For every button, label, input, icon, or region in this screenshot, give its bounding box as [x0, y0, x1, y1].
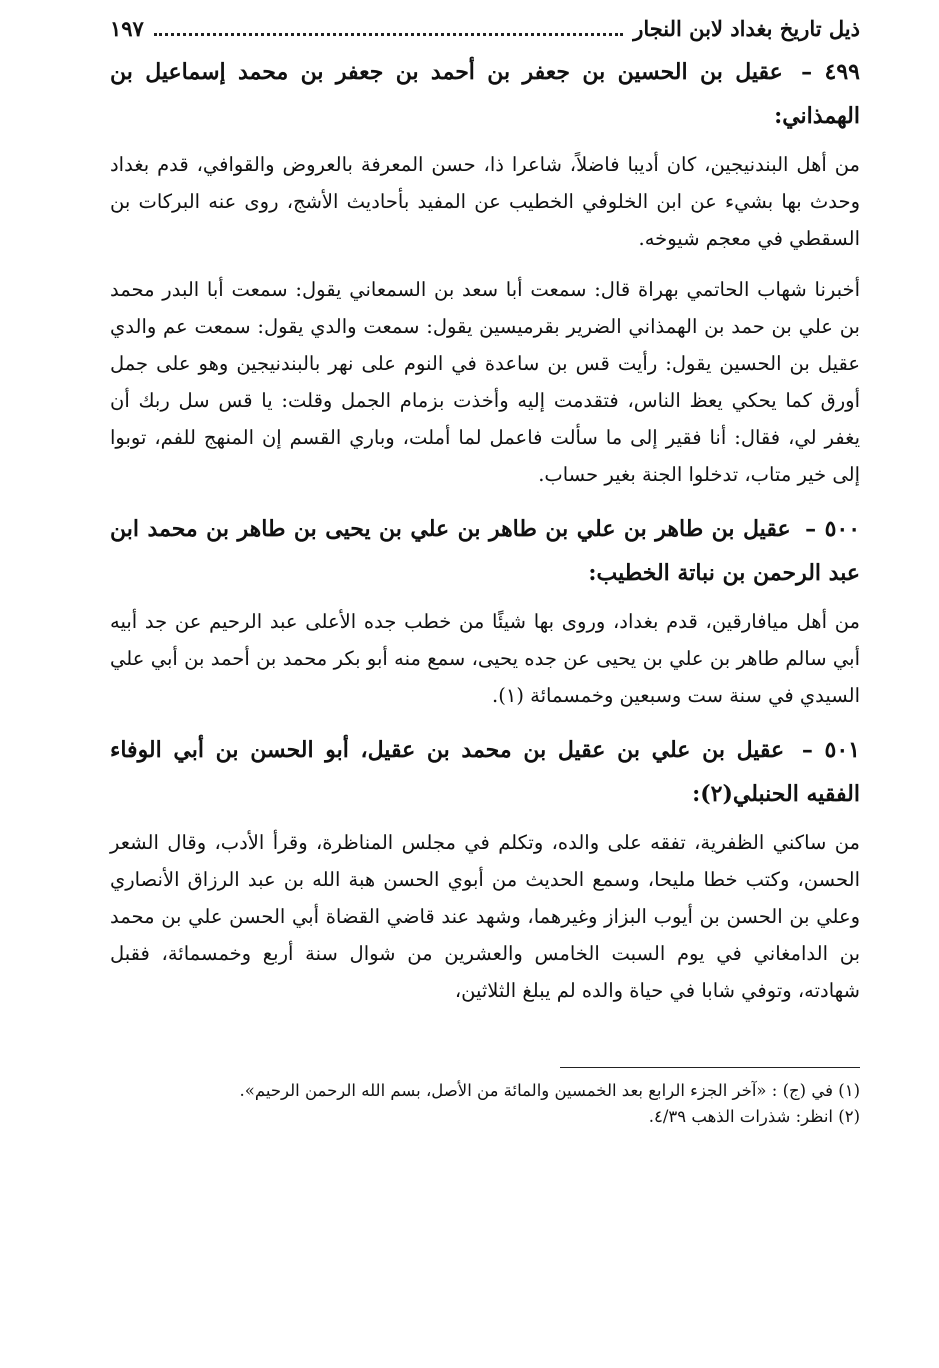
entry-number: ٤٩٩ –: [801, 59, 860, 85]
entry-title: عقيل بن علي بن عقيل بن محمد بن عقيل، أبو الحسن بن أبي الوفاء الفقيه الحنبلي(٢):: [110, 737, 860, 807]
dotted-leader: [154, 33, 623, 36]
entry-number: ٥٠٠ –: [805, 516, 861, 542]
book-title: ذيل تاريخ بغداد لابن النجار: [633, 16, 860, 41]
entry-paragraph: من أهل البندنيجين، كان أديبا فاضلاً، شاعرا ذا، حسن المعرفة بالعروض والقوافي، قدم بغداد وحدث بها بشيء عن ابن الخلوفي الخطيب عن المفيد بأحاديث الأشج، روى عنه البركات بن السقطي في معجم شيوخه.: [110, 153, 860, 250]
book-page: [110, 14, 860, 1130]
entry-paragraph: أخبرنا شهاب الحاتمي بهراة قال: سمعت أبا سعد بن السمعاني يقول: سمعت أبا البدر محمد بن علي بن حمد بن الهمذاني الضرير بقرميسين يقول: سمعت والدي يقول: سمعت عم والدي عقيل بن الحسين يقول: رأيت قس بن ساعدة في النوم على نهر بالبندنيجين وهو على جمل أورق كما يحكي يعظ الناس، فتقدمت إليه وأخذت بزمام الجمل وقلت: يا قس سل ربك أن يغفر لي، فقال: أنا فقير إلى ما سألت فاعمل لما أملت، وباري القسم إن المنهج للفم، توبوا إلى خير متاب، تدخلوا الجنة بغير حساب.: [110, 278, 860, 486]
entry-title: عقيل بن الحسين بن جعفر بن أحمد بن جعفر بن محمد إسماعيل بن الهمذاني:: [110, 59, 860, 129]
entry-paragraph: من أهل ميافارقين، قدم بغداد، وروى بها شيئًا من خطب جده الأعلى عبد الرحيم عن جد أبيه أبي سالم طاهر بن علي بن يحيى عن جده يحيى، سمع منه أبو بكر محمد بن أحمد بن أبي علي السيدي في سنة ست وسبعين وخمسمائة (١).: [110, 610, 860, 707]
entry-heading-499: [110, 50, 860, 138]
footnote-2: (٢) انظر: شذرات الذهب ٤/٣٩.: [648, 1107, 860, 1126]
running-header: [110, 14, 860, 44]
page-number: ١٩٧: [110, 16, 144, 41]
entry-number: ٥٠١ –: [801, 737, 860, 763]
entry-title: عقيل بن طاهر بن علي بن طاهر بن علي بن يحيى بن طاهر بن محمد ابن عبد الرحمن بن نباتة الخطيب:: [110, 516, 860, 586]
entry-heading-501: [110, 728, 860, 816]
footnote-1: (١) في (ج) : «آخر الجزء الرابع بعد الخمسين والمائة من الأصل، بسم الله الرحمن الرحيم».: [239, 1081, 860, 1100]
entry-heading-500: [110, 507, 860, 595]
footnote-divider: [560, 1067, 860, 1068]
entry-paragraph: من ساكني الظفرية، تفقه على والده، وتكلم في مجلس المناظرة، وقرأ الأدب، وقال الشعر الحسن، وكتب خطا مليحا، وسمع الحديث من أبوي الحسن هبة الله بن عبد الرزاق الأنصاري وعلي بن الحسن بن أيوب البزاز وغيرهما، وشهد عند قاضي القضاة أبي الحسن علي بن محمد بن الدامغاني في يوم السبت الخامس والعشرين من شوال سنة أربع وخمسمائة، فقبل شهادته، وتوفي شابا في حياة والده لم يبلغ الثلاثين،: [110, 831, 860, 1002]
